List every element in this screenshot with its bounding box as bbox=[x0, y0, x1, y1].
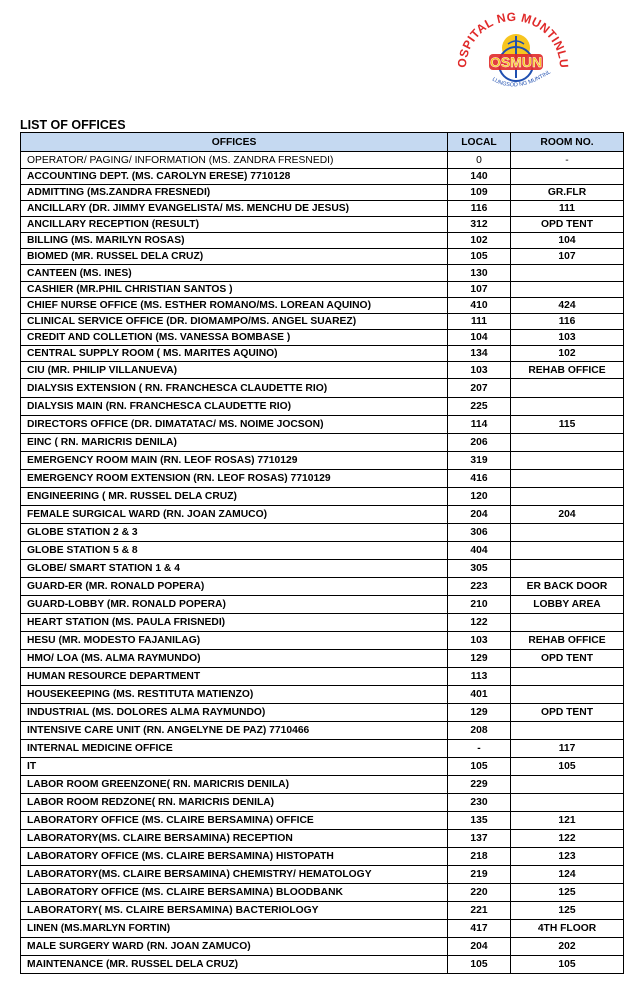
room-cell bbox=[511, 542, 624, 560]
local-cell: 130 bbox=[448, 265, 511, 282]
office-cell: LABORATORY(MS. CLAIRE BERSAMINA) RECEPTION bbox=[21, 830, 448, 848]
page-title: LIST OF OFFICES bbox=[20, 118, 126, 132]
local-cell: 225 bbox=[448, 398, 511, 416]
table-row bbox=[21, 560, 624, 578]
room-cell: 125 bbox=[511, 902, 624, 920]
local-cell: 134 bbox=[448, 346, 511, 362]
office-cell: EINC ( RN. MARICRIS DENILA) bbox=[21, 434, 448, 452]
room-cell bbox=[511, 265, 624, 282]
office-cell: HUMAN RESOURCE DEPARTMENT bbox=[21, 668, 448, 686]
table-row bbox=[21, 920, 624, 938]
local-cell: 129 bbox=[448, 704, 511, 722]
room-cell: 202 bbox=[511, 938, 624, 956]
local-cell: 207 bbox=[448, 379, 511, 398]
office-cell: BILLING (MS. MARILYN ROSAS) bbox=[21, 233, 448, 249]
local-cell: 223 bbox=[448, 578, 511, 596]
room-cell: GR.FLR bbox=[511, 185, 624, 201]
local-cell: 208 bbox=[448, 722, 511, 740]
office-cell: GUARD-ER (MR. RONALD POPERA) bbox=[21, 578, 448, 596]
room-cell: 125 bbox=[511, 884, 624, 902]
office-cell: DIALYSIS EXTENSION ( RN. FRANCHESCA CLAUDETTE RIO) bbox=[21, 379, 448, 398]
room-cell: OPD TENT bbox=[511, 704, 624, 722]
office-cell: IT bbox=[21, 758, 448, 776]
local-cell: 229 bbox=[448, 776, 511, 794]
local-cell: 105 bbox=[448, 758, 511, 776]
office-cell: EMERGENCY ROOM EXTENSION (RN. LEOF ROSAS) 7710129 bbox=[21, 470, 448, 488]
room-cell: 115 bbox=[511, 416, 624, 434]
table-row bbox=[21, 614, 624, 632]
table-row bbox=[21, 686, 624, 704]
local-cell: 218 bbox=[448, 848, 511, 866]
room-cell: 124 bbox=[511, 866, 624, 884]
office-cell: INTENSIVE CARE UNIT (RN. ANGELYNE DE PAZ) 7710466 bbox=[21, 722, 448, 740]
local-cell: 107 bbox=[448, 282, 511, 298]
local-cell: 410 bbox=[448, 298, 511, 314]
room-cell: - bbox=[511, 152, 624, 169]
table-row bbox=[21, 488, 624, 506]
local-cell: 109 bbox=[448, 185, 511, 201]
local-cell: 404 bbox=[448, 542, 511, 560]
office-cell: GLOBE/ SMART STATION 1 & 4 bbox=[21, 560, 448, 578]
office-cell: LABORATORY( MS. CLAIRE BERSAMINA) BACTERIOLOGY bbox=[21, 902, 448, 920]
local-cell: 220 bbox=[448, 884, 511, 902]
table-row bbox=[21, 398, 624, 416]
table-row bbox=[21, 506, 624, 524]
room-cell bbox=[511, 379, 624, 398]
local-cell: 306 bbox=[448, 524, 511, 542]
office-cell: CLINICAL SERVICE OFFICE (DR. DIOMAMPO/MS. ANGEL SUAREZ) bbox=[21, 314, 448, 330]
office-cell: INTERNAL MEDICINE OFFICE bbox=[21, 740, 448, 758]
table-row bbox=[21, 848, 624, 866]
room-cell: OPD TENT bbox=[511, 650, 624, 668]
table-row bbox=[21, 794, 624, 812]
office-cell: GLOBE STATION 5 & 8 bbox=[21, 542, 448, 560]
table-row bbox=[21, 740, 624, 758]
office-cell: OPERATOR/ PAGING/ INFORMATION (MS. ZANDRA FRESNEDI) bbox=[21, 152, 448, 169]
room-cell bbox=[511, 668, 624, 686]
office-cell: CANTEEN (MS. INES) bbox=[21, 265, 448, 282]
local-cell: - bbox=[448, 740, 511, 758]
table-row bbox=[21, 524, 624, 542]
room-cell: 116 bbox=[511, 314, 624, 330]
local-cell: 116 bbox=[448, 201, 511, 217]
table-row bbox=[21, 542, 624, 560]
room-cell: 111 bbox=[511, 201, 624, 217]
table-row bbox=[21, 866, 624, 884]
room-cell: 103 bbox=[511, 330, 624, 346]
office-cell: BIOMED (MR. RUSSEL DELA CRUZ) bbox=[21, 249, 448, 265]
table-row bbox=[21, 938, 624, 956]
local-cell: 204 bbox=[448, 506, 511, 524]
room-cell bbox=[511, 722, 624, 740]
room-cell: ER BACK DOOR bbox=[511, 578, 624, 596]
local-cell: 111 bbox=[448, 314, 511, 330]
local-cell: 230 bbox=[448, 794, 511, 812]
office-cell: CREDIT AND COLLETION (MS. VANESSA BOMBASE ) bbox=[21, 330, 448, 346]
hospital-logo bbox=[452, 8, 574, 100]
local-cell: 206 bbox=[448, 434, 511, 452]
office-cell: HESU (MR. MODESTO FAJANILAG) bbox=[21, 632, 448, 650]
table-row bbox=[21, 902, 624, 920]
room-cell bbox=[511, 794, 624, 812]
table-row bbox=[21, 668, 624, 686]
table-header-row bbox=[21, 133, 624, 152]
office-cell: LABORATORY OFFICE (MS. CLAIRE BERSAMINA) BLOODBANK bbox=[21, 884, 448, 902]
local-column-header: LOCAL bbox=[448, 133, 511, 152]
local-cell: 103 bbox=[448, 632, 511, 650]
table-row bbox=[21, 185, 624, 201]
room-cell: 117 bbox=[511, 740, 624, 758]
office-cell: HEART STATION (MS. PAULA FRISNEDI) bbox=[21, 614, 448, 632]
office-cell: LABOR ROOM REDZONE( RN. MARICRIS DENILA) bbox=[21, 794, 448, 812]
table-row bbox=[21, 596, 624, 614]
table-row bbox=[21, 758, 624, 776]
table-row bbox=[21, 330, 624, 346]
local-cell: 104 bbox=[448, 330, 511, 346]
office-cell: FEMALE SURGICAL WARD (RN. JOAN ZAMUCO) bbox=[21, 506, 448, 524]
table-row bbox=[21, 217, 624, 233]
table-row bbox=[21, 884, 624, 902]
table-row bbox=[21, 169, 624, 185]
offices-column-header: OFFICES bbox=[21, 133, 448, 152]
table-row bbox=[21, 830, 624, 848]
local-cell: 102 bbox=[448, 233, 511, 249]
local-cell: 113 bbox=[448, 668, 511, 686]
table-row bbox=[21, 812, 624, 830]
local-cell: 129 bbox=[448, 650, 511, 668]
offices-table bbox=[20, 132, 624, 974]
local-cell: 305 bbox=[448, 560, 511, 578]
local-cell: 401 bbox=[448, 686, 511, 704]
room-cell bbox=[511, 614, 624, 632]
table-row bbox=[21, 722, 624, 740]
table-row bbox=[21, 298, 624, 314]
local-cell: 135 bbox=[448, 812, 511, 830]
table-row bbox=[21, 650, 624, 668]
table-row bbox=[21, 362, 624, 379]
room-cell: 4TH FLOOR bbox=[511, 920, 624, 938]
office-cell: LABORATORY OFFICE (MS. CLAIRE BERSAMINA) OFFICE bbox=[21, 812, 448, 830]
table-row bbox=[21, 201, 624, 217]
svg-text:OSMUN: OSMUN bbox=[489, 54, 543, 70]
local-cell: 114 bbox=[448, 416, 511, 434]
office-cell: HMO/ LOA (MS. ALMA RAYMUNDO) bbox=[21, 650, 448, 668]
local-cell: 105 bbox=[448, 249, 511, 265]
table-row bbox=[21, 152, 624, 169]
svg-text:OSPITAL NG MUNTINLUPA: OSPITAL NG MUNTINLU bbox=[454, 9, 572, 69]
office-cell: LABOR ROOM GREENZONE( RN. MARICRIS DENILA) bbox=[21, 776, 448, 794]
table-row bbox=[21, 704, 624, 722]
office-cell: ADMITTING (MS.ZANDRA FRESNEDI) bbox=[21, 185, 448, 201]
office-cell: CIU (MR. PHILIP VILLANUEVA) bbox=[21, 362, 448, 379]
local-cell: 319 bbox=[448, 452, 511, 470]
table-row bbox=[21, 470, 624, 488]
room-cell: 121 bbox=[511, 812, 624, 830]
room-cell: 204 bbox=[511, 506, 624, 524]
room-column-header: ROOM NO. bbox=[511, 133, 624, 152]
table-row bbox=[21, 416, 624, 434]
office-cell: ANCILLARY RECEPTION (RESULT) bbox=[21, 217, 448, 233]
room-cell: 105 bbox=[511, 956, 624, 974]
hospital-seal-icon bbox=[452, 8, 574, 100]
room-cell: 107 bbox=[511, 249, 624, 265]
table-row bbox=[21, 379, 624, 398]
table-row bbox=[21, 282, 624, 298]
room-cell: 104 bbox=[511, 233, 624, 249]
table-row bbox=[21, 578, 624, 596]
local-cell: 103 bbox=[448, 362, 511, 379]
office-cell: CHIEF NURSE OFFICE (MS. ESTHER ROMANO/MS. LOREAN AQUINO) bbox=[21, 298, 448, 314]
room-cell: 123 bbox=[511, 848, 624, 866]
room-cell bbox=[511, 560, 624, 578]
room-cell bbox=[511, 524, 624, 542]
room-cell bbox=[511, 470, 624, 488]
office-cell: LABORATORY OFFICE (MS. CLAIRE BERSAMINA) HISTOPATH bbox=[21, 848, 448, 866]
table-row bbox=[21, 249, 624, 265]
room-cell bbox=[511, 488, 624, 506]
room-cell bbox=[511, 776, 624, 794]
room-cell bbox=[511, 169, 624, 185]
office-cell: GUARD-LOBBY (MR. RONALD POPERA) bbox=[21, 596, 448, 614]
table-row bbox=[21, 233, 624, 249]
room-cell bbox=[511, 282, 624, 298]
office-cell: HOUSEKEEPING (MS. RESTITUTA MATIENZO) bbox=[21, 686, 448, 704]
office-cell: INDUSTRIAL (MS. DOLORES ALMA RAYMUNDO) bbox=[21, 704, 448, 722]
room-cell: REHAB OFFICE bbox=[511, 632, 624, 650]
local-cell: 312 bbox=[448, 217, 511, 233]
office-cell: EMERGENCY ROOM MAIN (RN. LEOF ROSAS) 7710129 bbox=[21, 452, 448, 470]
office-cell: DIRECTORS OFFICE (DR. DIMATATAC/ MS. NOIME JOCSON) bbox=[21, 416, 448, 434]
table-row bbox=[21, 314, 624, 330]
local-cell: 105 bbox=[448, 956, 511, 974]
local-cell: 140 bbox=[448, 169, 511, 185]
local-cell: 219 bbox=[448, 866, 511, 884]
room-cell: OPD TENT bbox=[511, 217, 624, 233]
room-cell: LOBBY AREA bbox=[511, 596, 624, 614]
room-cell: 424 bbox=[511, 298, 624, 314]
local-cell: 204 bbox=[448, 938, 511, 956]
table-row bbox=[21, 452, 624, 470]
local-cell: 0 bbox=[448, 152, 511, 169]
office-cell: LABORATORY(MS. CLAIRE BERSAMINA) CHEMISTRY/ HEMATOLOGY bbox=[21, 866, 448, 884]
room-cell bbox=[511, 398, 624, 416]
local-cell: 416 bbox=[448, 470, 511, 488]
table-row bbox=[21, 956, 624, 974]
office-cell: ANCILLARY (DR. JIMMY EVANGELISTA/ MS. MENCHU DE JESUS) bbox=[21, 201, 448, 217]
room-cell: 122 bbox=[511, 830, 624, 848]
office-cell: MALE SURGERY WARD (RN. JOAN ZAMUCO) bbox=[21, 938, 448, 956]
table-row bbox=[21, 632, 624, 650]
office-cell: CASHIER (MR.PHIL CHRISTIAN SANTOS ) bbox=[21, 282, 448, 298]
office-cell: LINEN (MS.MARLYN FORTIN) bbox=[21, 920, 448, 938]
office-cell: CENTRAL SUPPLY ROOM ( MS. MARITES AQUINO) bbox=[21, 346, 448, 362]
office-cell: GLOBE STATION 2 & 3 bbox=[21, 524, 448, 542]
room-cell bbox=[511, 452, 624, 470]
svg-text:LUNGSOD NG MUNTINLUPA: LUNGSOD NG MUNTINL bbox=[490, 69, 552, 89]
office-cell: DIALYSIS MAIN (RN. FRANCHESCA CLAUDETTE RIO) bbox=[21, 398, 448, 416]
room-cell bbox=[511, 686, 624, 704]
local-cell: 417 bbox=[448, 920, 511, 938]
local-cell: 120 bbox=[448, 488, 511, 506]
office-cell: ENGINEERING ( MR. RUSSEL DELA CRUZ) bbox=[21, 488, 448, 506]
local-cell: 210 bbox=[448, 596, 511, 614]
room-cell: REHAB OFFICE bbox=[511, 362, 624, 379]
table-row bbox=[21, 265, 624, 282]
office-cell: MAINTENANCE (MR. RUSSEL DELA CRUZ) bbox=[21, 956, 448, 974]
local-cell: 122 bbox=[448, 614, 511, 632]
table-row bbox=[21, 776, 624, 794]
room-cell: 102 bbox=[511, 346, 624, 362]
table-row bbox=[21, 346, 624, 362]
table-row bbox=[21, 434, 624, 452]
local-cell: 221 bbox=[448, 902, 511, 920]
room-cell: 105 bbox=[511, 758, 624, 776]
local-cell: 137 bbox=[448, 830, 511, 848]
room-cell bbox=[511, 434, 624, 452]
office-cell: ACCOUNTING DEPT. (MS. CAROLYN ERESE) 7710128 bbox=[21, 169, 448, 185]
